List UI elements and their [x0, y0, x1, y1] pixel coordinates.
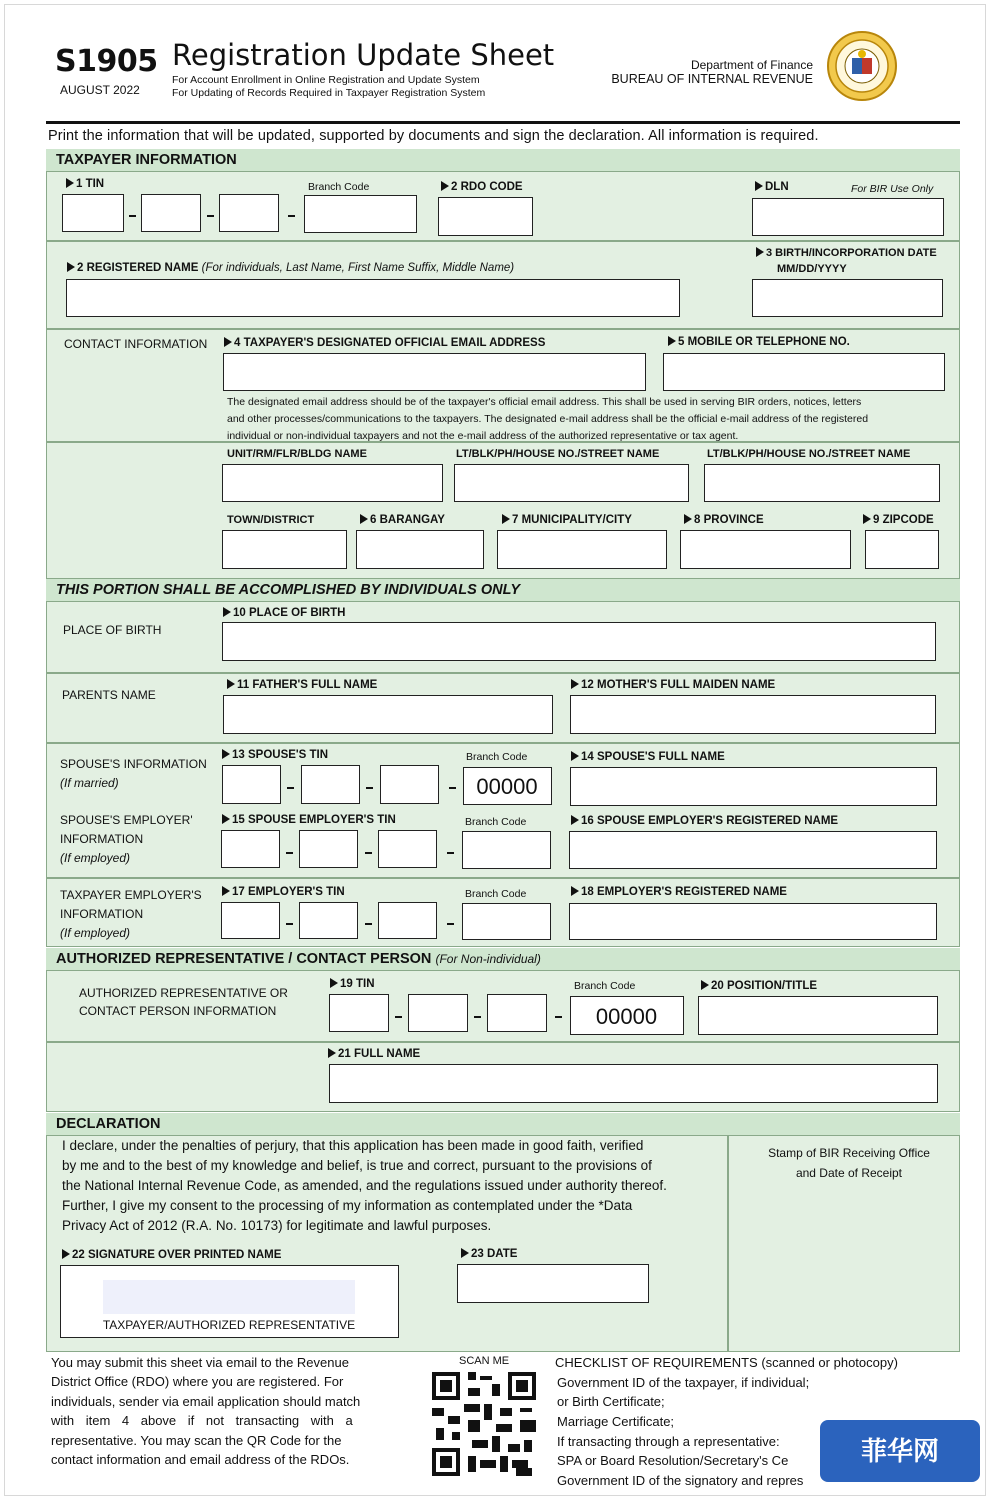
dln-field[interactable]: [752, 198, 944, 236]
zipcode-label: 9 ZIPCODE: [863, 514, 934, 526]
place-of-birth-label: 10 PLACE OF BIRTH: [223, 607, 345, 619]
section-individuals-only: THIS PORTION SHALL BE ACCOMPLISHED BY INDIVIDUALS ONLY: [46, 579, 960, 601]
declaration-line-4: Further, I give my consent to the processing of my information as contemplated under the *Data: [62, 1198, 633, 1213]
taxpayer-employer-row-label: TAXPAYER EMPLOYER'S: [60, 888, 202, 902]
tin-dash: [447, 923, 454, 925]
employer-name-field[interactable]: [569, 903, 937, 940]
spouse-name-field[interactable]: [570, 767, 937, 806]
place-of-birth-row-label: PLACE OF BIRTH: [63, 623, 162, 637]
full-name-field[interactable]: [329, 1064, 938, 1103]
spouse-employer-tin-part-1-field[interactable]: [221, 830, 280, 868]
form-id: S1905: [55, 44, 158, 79]
mobile-label: 5 MOBILE OR TELEPHONE NO.: [668, 336, 850, 348]
tin-dash: [287, 787, 294, 789]
scan-me-label: SCAN ME: [459, 1355, 510, 1367]
mobile-field[interactable]: [663, 353, 945, 391]
tin-dash: [366, 787, 373, 789]
province-label: 8 PROVINCE: [684, 514, 764, 526]
checklist-item-5: SPA or Board Resolution/Secretary's Ce: [557, 1453, 789, 1468]
spouse-row-label: SPOUSE'S INFORMATION: [60, 757, 207, 771]
section-authorized-representative: AUTHORIZED REPRESENTATIVE / CONTACT PERSON (For Non-individual): [46, 948, 960, 970]
email-note-line-2: and other processes/communications to the taxpayers. The designated e-mail address shall be the official e-mail address of the registered: [227, 413, 869, 425]
position-title-field[interactable]: [698, 996, 938, 1035]
employer-tin-part-2-field[interactable]: [299, 902, 358, 939]
tin-dash: [365, 852, 372, 854]
street-field-1[interactable]: [454, 464, 689, 502]
spouse-branch-code-value: 00000: [476, 774, 538, 799]
checklist-item-3: Marriage Certificate;: [557, 1414, 675, 1429]
checklist-item-2: or Birth Certificate;: [557, 1394, 665, 1409]
signature-field[interactable]: [60, 1265, 399, 1338]
qr-code-icon[interactable]: [428, 1368, 540, 1480]
spouse-name-label: 14 SPOUSE'S FULL NAME: [571, 751, 725, 763]
stamp-label-2: and Date of Receipt: [795, 1166, 903, 1180]
employer-tin-part-3-field[interactable]: [378, 902, 437, 939]
taxpayer-employer-row-note: (If employed): [60, 926, 131, 940]
employer-tin-label: 17 EMPLOYER'S TIN: [222, 886, 345, 898]
spouse-employer-name-field[interactable]: [569, 831, 937, 869]
spouse-branch-code-field[interactable]: [463, 767, 552, 805]
representative-row-label: AUTHORIZED REPRESENTATIVE OR: [79, 986, 288, 1000]
spouse-employer-tin-part-2-field[interactable]: [299, 830, 358, 868]
mother-name-field[interactable]: [570, 695, 936, 734]
department-name: Department of Finance: [690, 58, 813, 72]
representative-branch-code-label: Branch Code: [574, 980, 636, 992]
spouse-employer-row-note: (If employed): [60, 851, 131, 865]
tin-dash: [286, 852, 293, 854]
contact-information-label: CONTACT INFORMATION: [64, 337, 208, 351]
street-field-2[interactable]: [704, 464, 940, 502]
spouse-employer-row-label: SPOUSE'S EMPLOYER': [60, 813, 193, 827]
street-label-1: LT/BLK/PH/HOUSE NO./STREET NAME: [456, 448, 660, 460]
page-title: Registration Update Sheet: [172, 38, 555, 72]
tin-part-3-field[interactable]: [219, 194, 279, 232]
dln-label: DLN: [755, 181, 789, 193]
spouse-tin-part-3-field[interactable]: [380, 765, 439, 804]
registered-name-label: 2 REGISTERED NAME (For individuals, Last Name, First Name Suffix, Middle Name): [67, 262, 514, 274]
birth-date-field[interactable]: [752, 279, 943, 317]
position-title-label: 20 POSITION/TITLE: [701, 980, 817, 992]
birth-date-format: MM/DD/YYYY: [777, 263, 847, 275]
submit-line-2: District Office (RDO) where you are registered. For: [51, 1374, 344, 1389]
section-taxpayer-information: TAXPAYER INFORMATION: [46, 149, 960, 171]
email-label: 4 TAXPAYER'S DESIGNATED OFFICIAL EMAIL ADDRESS: [224, 337, 545, 349]
submit-line-1: You may submit this sheet via email to the Revenue: [51, 1355, 349, 1370]
branch-code-label: Branch Code: [308, 181, 370, 193]
checklist-item-6: Government ID of the signatory and repres: [557, 1473, 804, 1488]
signature-label: 22 SIGNATURE OVER PRINTED NAME: [62, 1249, 281, 1261]
tin-dash: [286, 923, 293, 925]
email-note-line-1: The designated email address should be of the taxpayer's official email address. This shall be used in serving BIR orders, notices, letters: [227, 396, 862, 408]
spouse-tin-part-1-field[interactable]: [222, 765, 281, 804]
representative-row-label-2: CONTACT PERSON INFORMATION: [79, 1004, 277, 1018]
submit-line-3: individuals, sender via email application should match: [51, 1394, 361, 1409]
mother-name-label: 12 MOTHER'S FULL MAIDEN NAME: [571, 679, 775, 691]
municipality-label: 7 MUNICIPALITY/CITY: [502, 514, 632, 526]
taxpayer-employer-row-label-2: INFORMATION: [60, 907, 144, 921]
email-field[interactable]: [223, 353, 646, 391]
municipality-field[interactable]: [497, 530, 667, 569]
representative-branch-code-field[interactable]: [570, 996, 684, 1035]
unit-field[interactable]: [222, 464, 443, 502]
spouse-branch-code-label: Branch Code: [466, 751, 528, 763]
branch-code-field[interactable]: [304, 195, 417, 233]
representative-tin-part-3-field[interactable]: [487, 994, 547, 1032]
header-rule: [46, 121, 960, 124]
father-name-field[interactable]: [223, 695, 553, 734]
checklist-title: CHECKLIST OF REQUIREMENTS (scanned or photocopy): [555, 1355, 898, 1370]
section-declaration: DECLARATION: [46, 1113, 960, 1135]
birth-date-label: 3 BIRTH/INCORPORATION DATE: [756, 247, 937, 259]
spouse-employer-branch-code-label: Branch Code: [465, 816, 527, 828]
tin-dash: [395, 1016, 402, 1018]
tin-dash: [447, 852, 454, 854]
spouse-employer-name-label: 16 SPOUSE EMPLOYER'S REGISTERED NAME: [571, 815, 838, 827]
declaration-line-5: Privacy Act of 2012 (R.A. No. 10173) for legitimate and lawful purposes.: [62, 1218, 492, 1233]
tin-dash: [129, 215, 136, 217]
bir-seal-icon: [826, 30, 898, 102]
declaration-line-2: by me and to the best of my knowledge and belief, is true and correct, pursuant to the provisions of: [62, 1158, 652, 1173]
spouse-employer-tin-label: 15 SPOUSE EMPLOYER'S TIN: [222, 814, 396, 826]
representative-tin-part-2-field[interactable]: [408, 994, 468, 1032]
tin-part-2-field[interactable]: [141, 194, 201, 232]
parents-name-row-label: PARENTS NAME: [62, 688, 156, 702]
registered-name-field[interactable]: [66, 279, 680, 317]
town-field[interactable]: [222, 530, 347, 569]
barangay-field[interactable]: [356, 530, 484, 569]
street-label-2: LT/BLK/PH/HOUSE NO./STREET NAME: [707, 448, 911, 460]
bir-use-only-note: For BIR Use Only: [851, 183, 934, 195]
spouse-employer-branch-code-field[interactable]: [462, 831, 551, 869]
checklist-item-4: If transacting through a representative:: [557, 1434, 780, 1449]
employer-tin-part-1-field[interactable]: [221, 902, 280, 939]
submit-line-5: representative. You may scan the QR Code for the: [51, 1433, 342, 1448]
employer-branch-code-label: Branch Code: [465, 888, 527, 900]
signature-caption: TAXPAYER/AUTHORIZED REPRESENTATIVE: [102, 1318, 356, 1332]
submit-line-4: with item 4 above if not transacting with a: [51, 1413, 353, 1428]
date-label: 23 DATE: [461, 1248, 517, 1260]
date-field[interactable]: [457, 1264, 649, 1303]
spouse-employer-row-label-2: INFORMATION: [60, 832, 144, 846]
employer-name-label: 18 EMPLOYER'S REGISTERED NAME: [571, 886, 787, 898]
spouse-row-note: (If married): [60, 776, 119, 790]
email-note-line-3: individual or non-individual taxpayers and not the e-mail address of the authorized representative or tax agent.: [227, 430, 739, 442]
full-name-label: 21 FULL NAME: [328, 1048, 420, 1060]
representative-tin-part-1-field[interactable]: [329, 994, 389, 1032]
barangay-label: 6 BARANGAY: [360, 514, 445, 526]
province-field[interactable]: [680, 530, 851, 569]
submit-line-6: contact information and email address of the RDOs.: [51, 1452, 350, 1467]
zipcode-field[interactable]: [865, 530, 939, 569]
spouse-tin-label: 13 SPOUSE'S TIN: [222, 749, 328, 761]
instruction-text: Print the information that will be updated, supported by documents and sign the declaration. All information is required.: [48, 128, 819, 144]
representative-branch-code-value: 00000: [595, 1004, 658, 1029]
rdo-code-field[interactable]: [438, 197, 533, 236]
declaration-line-1: I declare, under the penalties of perjury, that this application has been made in good faith, verified: [62, 1138, 644, 1153]
site-watermark-logo: 菲华网: [820, 1420, 980, 1482]
town-label: TOWN/DISTRICT: [227, 514, 315, 526]
tin-dash: [207, 215, 214, 217]
subtitle-2: For Updating of Records Required in Taxpayer Registration System: [172, 87, 486, 99]
father-name-label: 11 FATHER'S FULL NAME: [227, 679, 377, 691]
spouse-tin-part-2-field[interactable]: [301, 765, 360, 804]
stamp-label-1: Stamp of BIR Receiving Office: [768, 1146, 930, 1160]
representative-tin-label: 19 TIN: [330, 978, 375, 990]
place-of-birth-field[interactable]: [222, 622, 936, 661]
tin-dash: [288, 215, 295, 217]
subtitle-1: For Account Enrollment in Online Registration and Update System: [172, 74, 480, 86]
declaration-line-3: the National Internal Revenue Code, as amended, and the regulations issued under authority thereof.: [62, 1178, 667, 1193]
tin-dash: [449, 787, 456, 789]
tin-dash: [474, 1016, 481, 1018]
tin-dash: [365, 923, 372, 925]
form-date: AUGUST 2022: [60, 83, 140, 97]
tin-dash: [555, 1016, 562, 1018]
signature-redaction: [103, 1280, 355, 1314]
employer-branch-code-field[interactable]: [462, 903, 551, 940]
tin-label: 1 TIN: [66, 178, 104, 190]
spouse-employer-tin-part-3-field[interactable]: [378, 830, 437, 868]
rdo-code-label: 2 RDO CODE: [441, 181, 523, 193]
checklist-item-1: Government ID of the taxpayer, if individual;: [557, 1375, 810, 1390]
tin-part-1-field[interactable]: [62, 194, 124, 232]
bureau-name: BUREAU OF INTERNAL REVENUE: [611, 72, 813, 86]
unit-label: UNIT/RM/FLR/BLDG NAME: [227, 448, 367, 460]
